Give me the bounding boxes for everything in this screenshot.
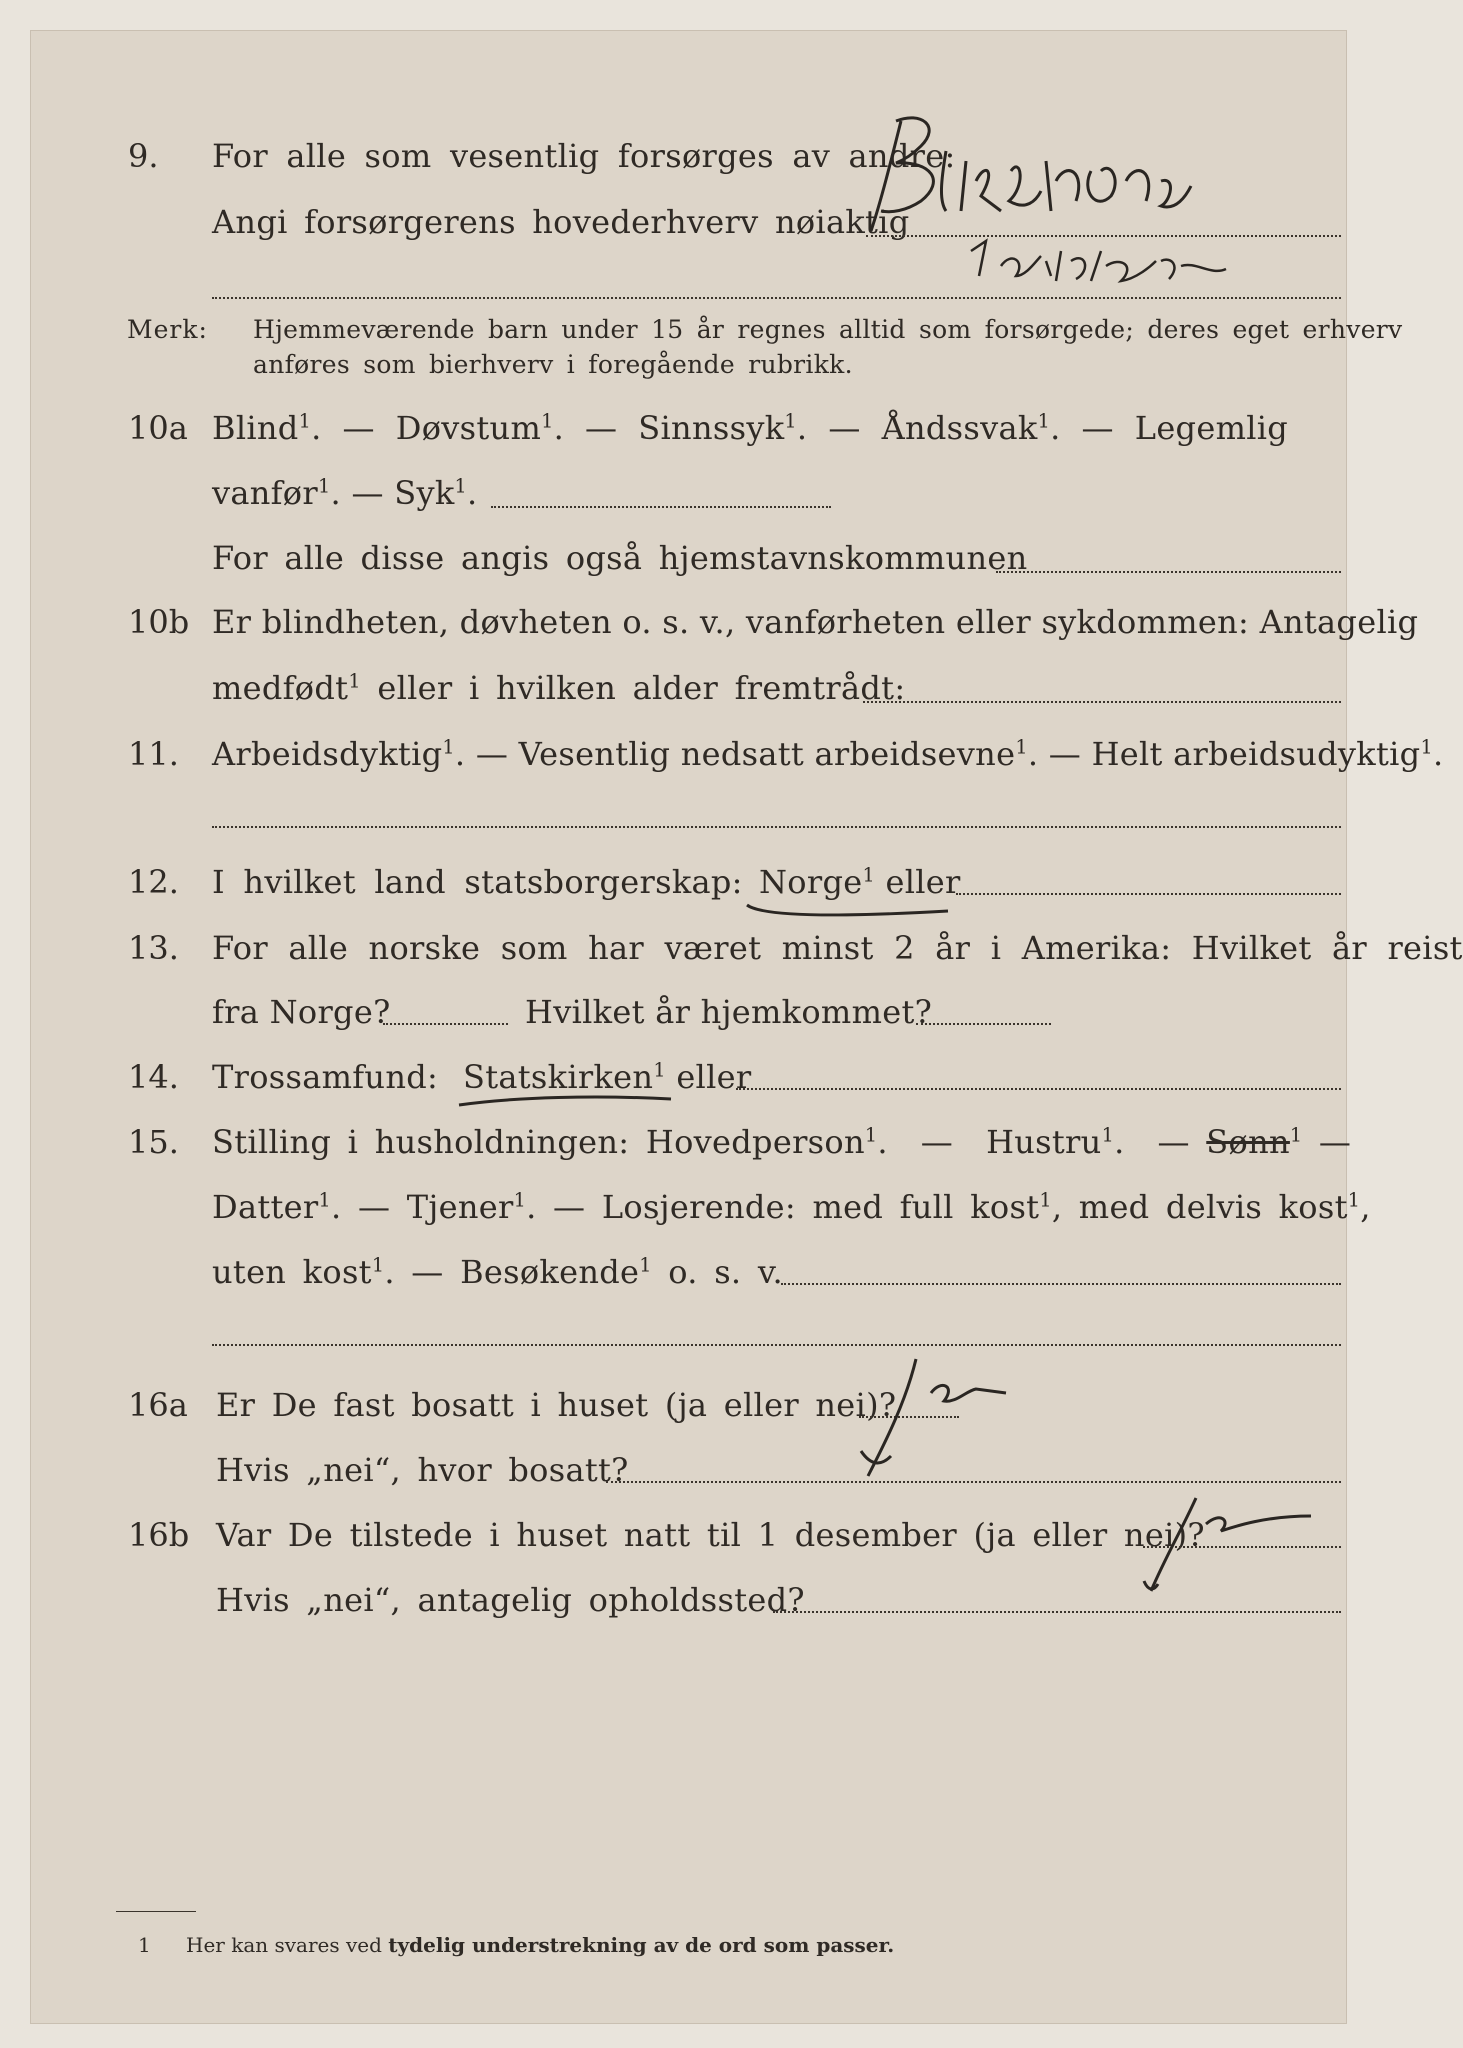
q15-dotted-line [781,1283,1341,1285]
q14-options: Statskirken$^1$ eller [463,1058,752,1096]
q16b-number: 16b [128,1516,190,1554]
q10a-dotted-line-2 [996,571,1341,573]
q13-dotted-line-2 [916,1023,1051,1025]
q9-handwritten-answer [851,101,1351,301]
q16a-handwritten-answer [856,1351,1056,1491]
q14-number: 14. [128,1058,179,1096]
q16b-dotted-line-2 [773,1611,1341,1613]
q13-hjemkommet: Hvilket år hjemkommet? [525,993,933,1031]
q13-line1: For alle norske som har været minst 2 år i Amerika: Hvilket år reist [212,929,1463,967]
q12-options: Norge$^1$ eller [759,863,961,901]
q16b-line2: Hvis „nei“, antagelig opholdssted? [216,1581,805,1619]
q11-line: Arbeidsdyktig$^1$. — Vesentlig nedsatt arbeidsevne$^1$. — Helt arbeidsudyktig$^1$. [212,735,1444,773]
q12-number: 12. [128,863,179,901]
q9-line2: Angi forsørgerens hovederhverv nøiaktig [212,203,910,241]
q14-dotted-line [736,1088,1341,1090]
q9-number: 9. [128,137,159,175]
q12-underline [743,901,953,921]
q15-dotted-line-2 [212,1344,1341,1346]
merk-line1: Hjemmeværende barn under 15 år regnes alltid som forsørgede; deres eget erhverv [253,315,1403,344]
footnote-text: Her kan svares ved tydelig understrekning av de ord som passer. [186,1933,895,1957]
q14-label: Trossamfund: [212,1058,439,1096]
q10b-line2: medfødt$^1$ eller i hvilken alder fremtrådt: [212,669,906,707]
q13-fra-norge: fra Norge? [212,993,391,1031]
footnote-mark: 1 [138,1933,151,1957]
q13-number: 13. [128,929,179,967]
q16b-handwritten-answer [1136,1486,1356,1606]
q10b-line1: Er blindheten, døvheten o. s. v., vanførheten eller sykdommen: Antagelig [212,603,1419,641]
q15-line3: uten kost$^1$. — Besøkende$^1$ o. s. v. [212,1253,783,1291]
q11-dotted-line [212,826,1341,828]
merk-label: Merk: [127,315,208,344]
q10b-number: 10b [128,603,190,641]
q10a-line2: vanfør$^1$. — Syk$^1$. [212,474,478,512]
footnote-rule [116,1911,196,1912]
q15-number: 15. [128,1123,179,1161]
q12-dotted-line [956,893,1341,895]
q9-line1: For alle som vesentlig forsørges av andre: [212,137,956,175]
q15-line2: Datter$^1$. — Tjener$^1$. — Losjerende: med full kost$^1$, med delvis kost$^1$, [212,1188,1371,1226]
q13-dotted-line [383,1023,508,1025]
q16a-line1: Er De fast bosatt i huset (ja eller nei)? [216,1386,897,1424]
q14-underline [456,1093,676,1113]
q16b-line1: Var De tilstede i huset natt til 1 desember (ja eller nei)? [216,1516,1205,1554]
merk-line2: anføres som bierhverv i foregående rubrikk. [253,350,853,379]
q10a-line3: For alle disse angis også hjemstavnskommunen [212,539,1028,577]
q10b-dotted-line [863,701,1341,703]
q10a-line1: Blind$^1$. — Døvstum$^1$. — Sinnssyk$^1$. — Åndssvak$^1$. — Legemlig [212,409,1289,447]
q11-number: 11. [128,735,179,773]
q16a-number: 16a [128,1386,188,1424]
q12-label: I hvilket land statsborgerskap: [212,863,743,901]
q10a-number: 10a [128,409,188,447]
census-form-page [30,30,1463,2024]
q10a-dotted-line [491,506,831,508]
q16a-line2: Hvis „nei“, hvor bosatt? [216,1451,629,1489]
q15-line1: Stilling i husholdningen: Hovedperson$^1$. — Hustru$^1$. — Sønn$^1$ — [212,1123,1352,1161]
